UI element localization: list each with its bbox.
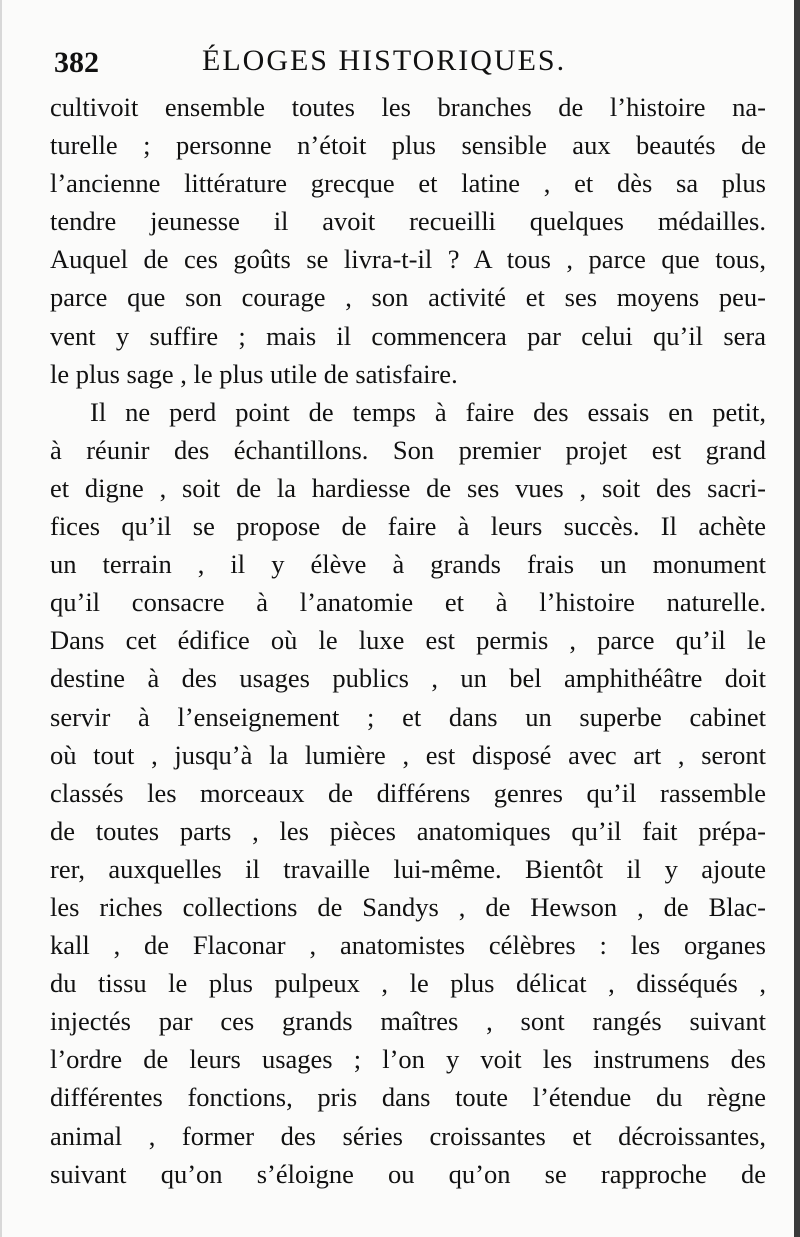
text-line: l’ordre de leurs usages ; l’on y voit les instrumens des [50, 1044, 766, 1075]
running-title: ÉLOGES HISTORIQUES. [202, 44, 567, 77]
text-line: et digne , soit de la hardiesse de ses vues , soit des sacri- [50, 472, 766, 503]
text-line: servir à l’enseignement ; et dans un superbe cabinet [50, 701, 766, 732]
text-line: parce que son courage , son activité et ses moyens peu- [50, 282, 766, 313]
text-line: suivant qu’on s’éloigne ou qu’on se rapproche de [50, 1158, 766, 1189]
text-line: animal , former des séries croissantes et décroissantes, [50, 1120, 766, 1151]
text-line: l’ancienne littérature grecque et latine , et dès sa plus [50, 168, 766, 199]
text-line: où tout , jusqu’à la lumière , est disposé avec art , seront [50, 739, 766, 770]
text-line: injectés par ces grands maîtres , sont rangés suivant [50, 1006, 766, 1037]
page-header [54, 44, 754, 84]
text-line: fices qu’il se propose de faire à leurs succès. Il achète [50, 511, 766, 542]
text-line: différentes fonctions, pris dans toute l’étendue du règne [50, 1082, 766, 1113]
text-line: kall , de Flaconar , anatomistes célèbres : les organes [50, 930, 766, 961]
text-line: turelle ; personne n’étoit plus sensible aux beautés de [50, 130, 766, 161]
text-line: tendre jeunesse il avoit recueilli quelques médailles. [50, 206, 766, 237]
text-line: cultivoit ensemble toutes les branches de l’histoire na- [50, 92, 766, 122]
text-line: de toutes parts , les pièces anatomiques qu’il fait prépa- [50, 815, 766, 846]
text-line: un terrain , il y élève à grands frais un monument [50, 549, 766, 580]
text-line: à réunir des échantillons. Son premier projet est grand [50, 434, 766, 465]
text-line: Auquel de ces goûts se livra-t-il ? A tous , parce que tous, [50, 244, 766, 275]
text-line: destine à des usages publics , un bel amphithéâtre doit [50, 663, 766, 694]
page-number: 382 [54, 46, 99, 79]
paragraph-1 [50, 88, 766, 393]
text-line: rer, auxquelles il travaille lui-même. Bientôt il y ajoute [50, 853, 766, 884]
text-line: Dans cet édifice où le luxe est permis , parce qu’il le [50, 625, 766, 656]
text-line: le plus sage , le plus utile de satisfaire. [50, 358, 458, 389]
text-line: Il ne perd point de temps à faire des essais en petit, [90, 396, 766, 427]
text-line: qu’il consacre à l’anatomie et à l’histoire naturelle. [50, 587, 766, 618]
paragraph-2 [50, 393, 766, 1193]
text-line: vent y suffire ; mais il commencera par celui qu’il sera [50, 320, 766, 351]
text-line: classés les morceaux de différens genres qu’il rassemble [50, 777, 766, 808]
text-line: les riches collections de Sandys , de Hewson , de Blac- [50, 891, 766, 922]
text-line: du tissu le plus pulpeux , le plus délicat , disséqués , [50, 968, 766, 999]
body-text [50, 88, 766, 1193]
